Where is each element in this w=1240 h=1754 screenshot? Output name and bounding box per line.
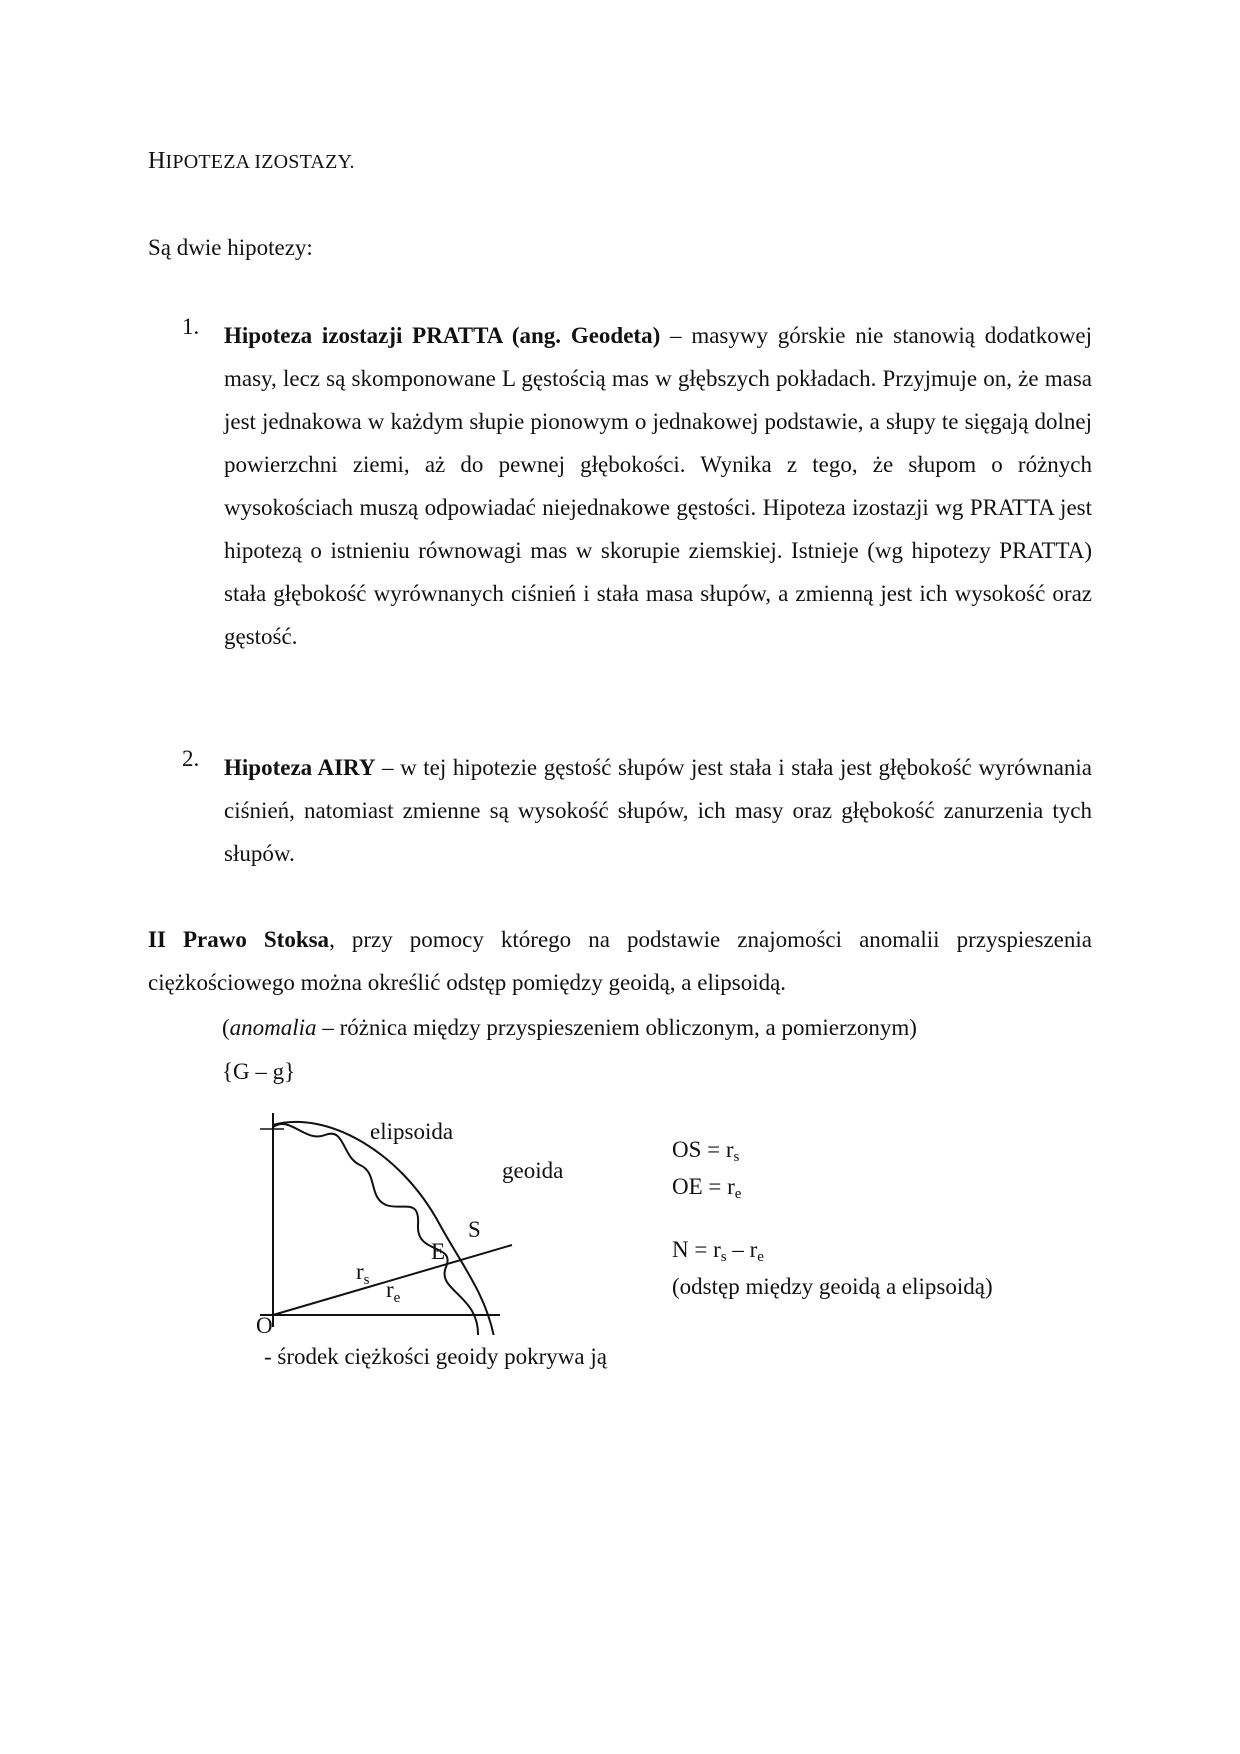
list-text: – w tej hipotezie gęstość słupów jest stała i stała jest głębokość wyrównania ciśnień, natomiast zmienne są wysokość słupów, ich masy oraz głębokość zanurzenia tych słupów. (224, 755, 1093, 866)
label-E: E (431, 1239, 446, 1264)
stokes-heading: II Prawo Stoksa (148, 927, 330, 952)
re-main: r (386, 1277, 394, 1302)
footnote: - środek ciężkości geoidy pokrywa ją (264, 1344, 607, 1369)
intro-text: Są dwie hipotezy: (148, 235, 313, 260)
formula-os: OS = $r_s$ (672, 1137, 740, 1165)
list-item-airy (182, 746, 1092, 875)
formula-oe: OE = $r_e$ (672, 1174, 742, 1202)
anomalia-open: ( (222, 1015, 230, 1040)
label-geoida: geoida (502, 1158, 564, 1183)
formula-note: (odstęp między geoidą a elipsoidą) (672, 1274, 993, 1299)
rs-main: r (356, 1259, 364, 1284)
list-text: – masywy górskie nie stanowią dodatkowej masy, lecz są skomponowane L gęstością mas w głębszych pokładach. Przyjmuje on, że masa jest jednakowa w każdym słupie pionowym o jednakowej podstawie, a słupy te sięgają dolnej powierzchni ziemi, aż do pewnej głębokości. Wynika z tego, że słupom o różnych wysokościach muszą odpowiadać niejednakowe gęstości. Hipoteza izostazji wg PRATTA jest hipotezą o istnieniu równowagi mas w skorupie ziemskiej. Istnieje (wg hipotezy PRATTA) stała głębokość wyrównanych ciśnień i stała masa słupów, a zmienną jest ich wysokość oraz gęstość. (224, 323, 1093, 649)
title-initial: H (148, 148, 166, 174)
stokes-paragraph (148, 918, 1092, 1004)
label-elipsoida: elipsoida (370, 1119, 454, 1144)
ellipsoid-curve (273, 1122, 494, 1335)
stokes-text: , przy pomocy którego na podstawie znajomości anomalii przyspieszenia ciężkościowego można określić odstęp pomiędzy geoidą, a elipsoidą. (148, 927, 1092, 995)
label-rs (356, 1259, 370, 1288)
g-formula: {G – g} (222, 1059, 296, 1084)
list-heading: Hipoteza AIRY (224, 755, 376, 780)
list-heading: Hipoteza izostazji PRATTA (ang. Geodeta) (224, 323, 661, 348)
geoid-curve (273, 1124, 478, 1335)
list-number: 2. (182, 746, 200, 771)
page-title (148, 148, 355, 175)
title-rest: IPOTEZA IZOSTAZY. (165, 151, 355, 173)
anomalia-note (222, 1006, 917, 1049)
list-item-pratt (182, 314, 1092, 658)
rs-sub: s (363, 1272, 370, 1288)
list-body (224, 314, 1092, 658)
list-number: 1. (182, 314, 200, 339)
anomalia-text: – różnica między przyspieszeniem obliczonym, a pomierzonym) (316, 1015, 917, 1040)
formulas-block (672, 1135, 993, 1301)
geoid-ellipsoid-diagram (250, 1105, 670, 1335)
label-O: O (256, 1313, 273, 1335)
list-body (224, 746, 1092, 875)
anomalia-term: anomalia (229, 1015, 317, 1040)
label-re (386, 1277, 401, 1306)
formula-n: $N = r_s - r_e$ (672, 1237, 764, 1265)
re-sub: e (393, 1290, 401, 1306)
label-S: S (468, 1217, 481, 1242)
